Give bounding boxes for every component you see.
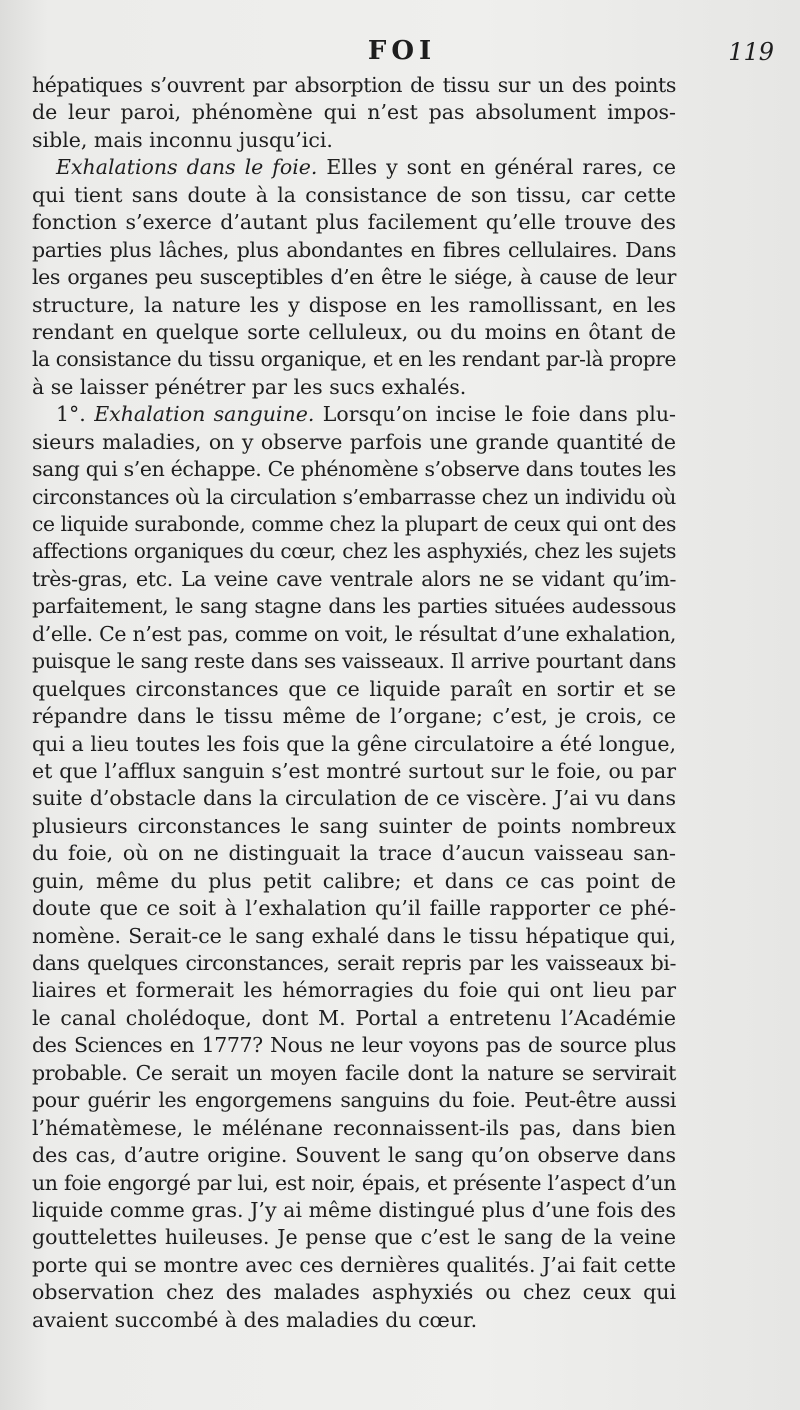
text-line: qui tient sans doute à la consistance de son tissu, car cette bbox=[32, 182, 676, 207]
text-line: structure, la nature les y dispose en les ramollissant, en les bbox=[32, 292, 676, 317]
text-line: parfaitement, le sang stagne dans les parties situées audessous bbox=[32, 594, 676, 619]
text-line: doute que ce soit à l’exhalation qu’il faille rapporter ce phé- bbox=[32, 896, 676, 921]
text-line: probable. Ce serait un moyen facile dont la nature se servirait bbox=[32, 1060, 676, 1085]
text-line: circonstances où la circulation s’embarrasse chez un individu où bbox=[32, 484, 676, 509]
text-line: un foie engorgé par lui, est noir, épais, et présente l’aspect d’un bbox=[32, 1170, 676, 1195]
text-line: fonction s’exerce d’autant plus facilement qu’elle trouve des bbox=[32, 210, 676, 235]
text-line: d’elle. Ce n’est pas, comme on voit, le résultat d’une exhalation, bbox=[32, 621, 676, 646]
text-line: observation chez des malades asphyxiés ou chez ceux qui bbox=[32, 1280, 676, 1305]
text-line: guin, même du plus petit calibre; et dans ce cas point de bbox=[32, 868, 676, 893]
text-line: ce liquide surabonde, comme chez la plupart de ceux qui ont des bbox=[32, 512, 676, 536]
text-line: sible, mais inconnu jusqu’ici. bbox=[32, 127, 333, 152]
page-header bbox=[30, 36, 774, 76]
text-line: le canal cholédoque, dont M. Portal a entretenu l’Académie bbox=[32, 1005, 676, 1030]
text-line: avaient succombé à des maladies du cœur. bbox=[32, 1307, 478, 1332]
text-line: puisque le sang reste dans ses vaisseaux. Il arrive pourtant dans bbox=[32, 649, 676, 674]
text-line: quelques circonstances que ce liquide paraît en sortir et se bbox=[32, 676, 676, 701]
text-line: Exhalations dans le foie. Elles y sont en général rares, ce bbox=[56, 155, 676, 180]
text-line: liquide comme gras. J’y ai même distingué plus d’une fois des bbox=[32, 1197, 676, 1222]
text-line: porte qui se montre avec ces dernières qualités. J’ai fait cette bbox=[32, 1252, 676, 1277]
text-line: affections organiques du cœur, chez les asphyxiés, chez les sujets bbox=[32, 539, 676, 564]
text-line: nomène. Serait-ce le sang exhalé dans le tissu hépatique qui, bbox=[32, 923, 676, 948]
text-line: sieurs maladies, on y observe parfois une grande quantité de bbox=[32, 429, 676, 454]
text-line: gouttelettes huileuses. Je pense que c’est le sang de la veine bbox=[32, 1225, 676, 1250]
body-text bbox=[32, 72, 676, 1334]
text-line: hépatiques s’ouvrent par absorption de tissu sur un des points bbox=[32, 73, 676, 97]
text-line: parties plus lâches, plus abondantes en fibres cellulaires. Dans bbox=[32, 237, 676, 262]
text-line: rendant en quelque sorte celluleux, ou du moins en ôtant de bbox=[32, 319, 676, 344]
text-line: sang qui s’en échappe. Ce phénomène s’observe dans toutes les bbox=[32, 457, 676, 482]
text-line: de leur paroi, phénomène qui n’est pas absolument impos- bbox=[32, 100, 676, 125]
running-head: FOI bbox=[367, 36, 437, 66]
text-line: du foie, où on ne distinguait la trace d’aucun vaisseau san- bbox=[32, 841, 676, 866]
text-line: et que l’afflux sanguin s’est montré surtout sur le foie, ou par bbox=[32, 758, 676, 783]
text-line: liaires et formerait les hémorragies du foie qui ont lieu par bbox=[32, 978, 676, 1003]
text-line: dans quelques circonstances, serait repris par les vaisseaux bi- bbox=[32, 951, 676, 975]
text-line: pour guérir les engorgemens sanguins du foie. Peut-être aussi bbox=[32, 1088, 676, 1113]
text-line: qui a lieu toutes les fois que la gêne circulatoire a été longue, bbox=[32, 731, 676, 756]
text-line: des Sciences en 1777? Nous ne leur voyons pas de source plus bbox=[32, 1033, 676, 1058]
text-line: des cas, d’autre origine. Souvent le sang qu’on observe dans bbox=[32, 1143, 676, 1168]
text-line: à se laisser pénétrer par les sucs exhalés. bbox=[32, 374, 467, 399]
page-number: 119 bbox=[728, 38, 774, 66]
text-line: répandre dans le tissu même de l’organe; c’est, je crois, ce bbox=[32, 704, 676, 729]
text-line: plusieurs circonstances le sang suinter de points nombreux bbox=[32, 813, 676, 838]
text-line: l’hématèmese, le mélénane reconnaissent-ils pas, dans bien bbox=[32, 1115, 676, 1140]
text-line: les organes peu susceptibles d’en être le siége, à cause de leur bbox=[32, 265, 676, 290]
text-line: 1°. Exhalation sanguine. Lorsqu’on incise le foie dans plu- bbox=[56, 402, 676, 427]
text-line: la consistance du tissu organique, et en les rendant par-là propre bbox=[32, 347, 676, 372]
text-line: suite d’obstacle dans la circulation de ce viscère. J’ai vu dans bbox=[32, 786, 676, 811]
text-line: très-gras, etc. La veine cave ventrale alors ne se vidant qu’im- bbox=[32, 566, 676, 591]
